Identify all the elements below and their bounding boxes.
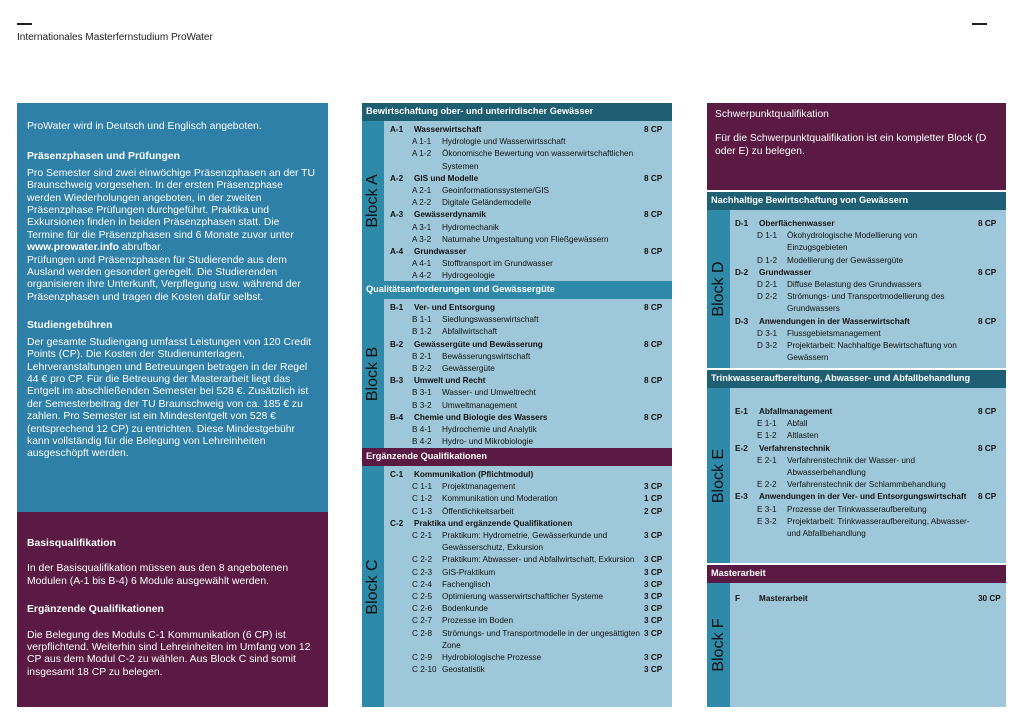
module-code: F (735, 594, 741, 603)
module-code: B-2 (390, 339, 404, 349)
course-row (390, 387, 672, 399)
credit-points (644, 258, 672, 270)
module-title: Strömungs- und Transportmodellierung des Grundwassers (787, 292, 945, 314)
credit-points: 3 CP (644, 567, 663, 577)
credit-points: 1 CP (644, 494, 663, 504)
module-row (390, 209, 672, 221)
module-code: C-1 (390, 470, 404, 479)
credit-points (644, 148, 672, 172)
credit-points (644, 469, 672, 481)
module-title: Grundwasser (759, 267, 812, 277)
course-row (390, 579, 672, 591)
ausland-text: Prüfungen und Präsenzphasen für Studierende aus dem Ausland werden gesondert geregelt. Die Studierenden organisieren ihre Unterkunft, Verpflegung usw. während der Präsenzphasen und tragen die Kosten dafür selbst. (27, 254, 301, 303)
credit-points: 3 CP (644, 604, 663, 614)
module-title: Strömungs- und Transportmodelle in der ungesättigten Zone (442, 628, 640, 650)
course-row (390, 351, 672, 363)
language-note: ProWater wird in Deutsch und Englisch angeboten. (27, 121, 262, 132)
block-b-modules (384, 299, 672, 448)
credit-points (644, 436, 672, 448)
module-code: A 3-1 (412, 222, 432, 232)
module-code: E 2-1 (757, 455, 777, 465)
module-title: Projektmanagement (442, 482, 516, 492)
ergaenzend-heading: Ergänzende Qualifikationen (27, 604, 164, 616)
course-row (390, 436, 672, 448)
module-title: Gewässergüte und Bewässerung (414, 339, 543, 349)
credit-points (644, 518, 672, 530)
module-code: C 2-7 (412, 616, 433, 626)
credit-points: 3 CP (644, 482, 663, 492)
left-info-panel (17, 103, 328, 512)
module-title: Praktikum: Abwasser- und Abfallwirtschaft, Exkursion (442, 555, 635, 565)
module-code: A 4-1 (412, 259, 432, 269)
course-row (390, 424, 672, 436)
praesenz-heading: Präsenzphasen und Prüfungen (27, 151, 180, 163)
left-qualification-panel (17, 512, 328, 707)
credit-points: 8 CP (644, 125, 663, 134)
module-title: Geoinformationssysteme/GIS (442, 186, 549, 196)
header-dash-right (972, 23, 987, 25)
block-a-rail (362, 121, 384, 281)
module-code: B-3 (390, 376, 404, 386)
schwerpunkt-panel (707, 103, 1006, 190)
block-c-rail (362, 466, 384, 707)
module-code: A 2-1 (412, 186, 432, 196)
block-e-heading: Trinkwasseraufbereitung, Abwasser- und Abfallbehandlung (707, 370, 1006, 388)
module-code: A 4-2 (412, 271, 432, 281)
module-title: Altlasten (787, 431, 819, 441)
credit-points (644, 424, 672, 436)
module-title: Abfall (787, 419, 808, 429)
module-code: D 3-1 (757, 328, 778, 338)
credit-points (644, 197, 672, 209)
block-c-heading: Ergänzende Qualifikationen (362, 448, 672, 466)
module-code: C 2-4 (412, 579, 433, 589)
praesenz-text-body: Pro Semester sind zwei einwöchige Präsenzphasen an der TU Braunschweig vorgesehen. In der ersten Präsenzphase werden Wiederholungen angeboten, in der zweiten Präsenzphase Prüfungen durchgeführt. Praktika und Exkursionen finden in beiden Präsenzphasen statt. Die Termine für die Präsenzphasen sind 6 Monate zuvor unter (27, 167, 316, 241)
credit-points: 8 CP (644, 339, 663, 349)
module-row (390, 246, 672, 258)
module-title: Stofftransport im Grundwasser (442, 259, 553, 269)
module-code: D-3 (735, 316, 749, 326)
module-title: Bodenkunde (442, 604, 488, 614)
module-row (390, 375, 672, 387)
module-title: Ver- und Entsorgung (414, 303, 495, 312)
credit-points: 8 CP (644, 412, 663, 422)
block-f-heading: Masterarbeit (707, 565, 1006, 583)
schwerpunkt-text: Für die Schwerpunktqualifikation ist ein kompletter Block (D oder E) zu belegen. (715, 132, 987, 157)
credit-points: 8 CP (978, 219, 997, 228)
course-row (735, 479, 1006, 491)
module-title: Hydrologie und Wasserwirtsschaft (442, 137, 566, 147)
module-title: Anwendungen in der Ver- und Entsorgungswirtschaft (759, 492, 967, 502)
course-row (390, 185, 672, 197)
module-row (390, 469, 672, 481)
module-code: B 4-2 (412, 437, 432, 447)
module-code: C 2-1 (412, 531, 433, 541)
block-b-rail (362, 299, 384, 448)
module-title: Hydrobiologische Prozesse (442, 653, 542, 663)
module-row (735, 406, 1006, 418)
module-title: Ökonomische Bewertung von wasserwirtschaftlichen Systemen (442, 149, 634, 171)
module-code: D-2 (735, 267, 749, 277)
module-code: B 2-2 (412, 364, 432, 374)
module-code: C 1-3 (412, 506, 433, 516)
module-title: Hydrochemie und Analytik (442, 425, 537, 435)
credit-points (644, 326, 672, 338)
block-e-modules (730, 388, 1006, 563)
credit-points: 8 CP (644, 303, 663, 312)
module-title: Verfahrenstechnik der Schlammbehandlung (787, 480, 946, 490)
module-code: C 2-5 (412, 592, 433, 602)
credit-points: 8 CP (978, 407, 997, 416)
course-row (390, 136, 672, 148)
basis-text: In der Basisqualifikation müssen aus den 8 angebotenen Modulen (A-1 bis B-4) 6 Module ausgewählt werden. (27, 563, 289, 587)
credit-points (978, 255, 1006, 267)
module-code: C 1-2 (412, 494, 433, 504)
credit-points (644, 400, 672, 412)
credit-points (644, 234, 672, 246)
module-row (390, 412, 672, 424)
module-title: Hydromechanik (442, 222, 499, 232)
credit-points: 8 CP (978, 443, 997, 453)
block-d-heading: Nachhaltige Bewirtschaftung von Gewässern (707, 192, 1006, 210)
module-title: Verfahrenstechnik (759, 443, 830, 453)
course-row (390, 664, 672, 676)
basis-heading: Basisqualifikation (27, 538, 116, 549)
module-title: Geostatistik (442, 665, 485, 675)
block-c-modules (384, 466, 672, 707)
module-code: A 1-2 (412, 149, 432, 159)
module-code: B 3-1 (412, 388, 432, 398)
credit-points: 3 CP (644, 628, 663, 638)
course-row (735, 418, 1006, 430)
gebuehren-heading: Studiengebühren (27, 320, 113, 332)
module-code: A-4 (390, 247, 404, 257)
course-row (390, 506, 672, 518)
credit-points: 2 CP (644, 506, 663, 516)
module-title: Modellierung der Gewässergüte (787, 255, 904, 265)
module-code: E-2 (735, 443, 748, 453)
module-title: Umwelt und Recht (414, 376, 486, 386)
module-title: Flussgebietsmanagement (787, 328, 881, 338)
course-row (390, 567, 672, 579)
module-code: B 3-2 (412, 400, 432, 410)
module-code: C 2-8 (412, 628, 433, 638)
module-code: D 1-1 (757, 231, 778, 241)
module-code: D-1 (735, 219, 749, 228)
credit-points: 8 CP (644, 173, 663, 183)
course-row (735, 516, 1006, 540)
block-b-label: Block B (364, 346, 381, 401)
block-f-rail (707, 583, 730, 707)
course-row (390, 554, 672, 566)
course-row (390, 400, 672, 412)
credit-points (978, 479, 1006, 491)
credit-points (644, 351, 672, 363)
course-row (735, 279, 1006, 291)
module-title: Praktikum: Hydrometrie, Gewässerkunde und Gewässerschutz, Exkursion (442, 531, 608, 553)
module-code: C 2-3 (412, 567, 433, 577)
website-suffix: abrufbar. (118, 242, 163, 254)
course-row (735, 340, 1006, 364)
course-row (390, 326, 672, 338)
course-row (390, 197, 672, 209)
module-title: GIS und Modelle (414, 173, 479, 183)
credit-points: 3 CP (644, 531, 663, 541)
module-code: E 3-2 (757, 516, 777, 526)
credit-points (978, 340, 1006, 364)
course-row (390, 222, 672, 234)
module-title: Masterarbeit (759, 594, 808, 603)
schwerpunkt-heading: Schwerpunktqualifikation (715, 109, 829, 120)
block-d-rail (707, 210, 730, 368)
module-code: A-3 (390, 210, 404, 220)
module-code: A 1-1 (412, 137, 432, 147)
module-title: Siedlungswasserwirtschaft (442, 315, 539, 325)
course-row (390, 258, 672, 270)
module-code: A-1 (390, 125, 404, 134)
page-title: Internationales Masterfernstudium ProWater (17, 32, 213, 43)
credit-points (644, 222, 672, 234)
module-code: A-2 (390, 173, 404, 183)
course-row (390, 603, 672, 615)
course-row (735, 504, 1006, 516)
credit-points: 8 CP (644, 210, 663, 220)
credit-points (644, 363, 672, 375)
module-row (735, 316, 1006, 328)
module-row (390, 124, 672, 136)
module-code: D 1-2 (757, 255, 778, 265)
module-title: Fachenglisch (442, 579, 491, 589)
module-row (390, 339, 672, 351)
course-row (735, 255, 1006, 267)
course-row (390, 615, 672, 627)
module-code: E 3-1 (757, 504, 777, 514)
header-dash-left (17, 23, 32, 25)
module-title: Oberflächenwasser (759, 219, 835, 228)
module-code: B 1-2 (412, 327, 432, 337)
module-code: C 2-2 (412, 555, 433, 565)
module-code: E 1-2 (757, 431, 777, 441)
module-title: Diffuse Belastung des Grundwassers (787, 280, 922, 290)
credit-points (978, 279, 1006, 291)
credit-points: 8 CP (644, 376, 663, 386)
credit-points: 3 CP (644, 555, 663, 565)
module-code: B 4-1 (412, 425, 432, 435)
module-code: A 2-2 (412, 198, 432, 208)
module-title: Verfahrenstechnik der Wasser- und Abwasserbehandlung (787, 455, 916, 478)
credit-points (978, 230, 1006, 254)
course-row (390, 530, 672, 554)
module-title: GIS-Praktikum (442, 567, 496, 577)
block-f-modules (730, 583, 1006, 707)
module-title: Gewässerdynamik (414, 210, 486, 220)
course-row (390, 628, 672, 652)
module-title: Chemie und Biologie des Wassers (414, 412, 548, 422)
module-code: C 2-6 (412, 604, 433, 614)
course-row (735, 455, 1006, 479)
credit-points (978, 504, 1006, 516)
module-row (390, 518, 672, 530)
credit-points: 3 CP (644, 579, 663, 589)
module-title: Kommunikation und Moderation (442, 494, 558, 504)
module-code: B 2-1 (412, 351, 432, 361)
course-row (390, 314, 672, 326)
course-row (390, 481, 672, 493)
module-title: Bewässerungswirtschaft (442, 351, 531, 361)
module-title: Ökohydrologische Modellierung von Einzugsgebieten (787, 231, 918, 253)
credit-points (978, 291, 1006, 315)
praesenz-text (27, 168, 318, 255)
course-row (735, 291, 1006, 315)
module-code: B-4 (390, 412, 404, 422)
credit-points: 3 CP (644, 616, 663, 626)
block-f-label: Block F (709, 618, 727, 672)
ergaenzend-text: Die Belegung des Moduls C-1 Kommunikation (6 CP) ist verpflichtend. Weiterhin sind Lehreinheiten im Umfang von 12 CP aus dem Modul C-2 zu wählen. Aus Block C sind somit insgesamt 18 CP zu belegen. (27, 629, 311, 678)
module-title: Grundwasser (414, 247, 467, 257)
module-code: E-3 (735, 492, 748, 502)
credit-points (978, 455, 1006, 479)
module-code: B-1 (390, 303, 404, 312)
block-d-modules (730, 210, 1006, 368)
module-title: Optimierung wasserwirtschaftlicher Systeme (442, 592, 604, 602)
course-row (390, 234, 672, 246)
block-a-modules (384, 121, 672, 281)
credit-points: 3 CP (644, 653, 663, 663)
website-link[interactable]: www.prowater.info (27, 242, 119, 254)
module-title: Hydrogeologie (442, 271, 495, 281)
module-code: E 1-1 (757, 419, 777, 429)
module-title: Hydro- und Mikrobiologie (442, 437, 534, 447)
module-code: C-2 (390, 518, 404, 528)
credit-points (978, 328, 1006, 340)
credit-points (644, 185, 672, 197)
module-row (735, 267, 1006, 279)
module-code: E-1 (735, 407, 748, 416)
course-row (735, 430, 1006, 442)
credit-points: 8 CP (978, 492, 997, 502)
course-row (390, 363, 672, 375)
module-title: Naturnahe Umgestaltung von Fließgewässern (442, 234, 609, 244)
module-code: A 3-2 (412, 234, 432, 244)
module-title: Anwendungen in der Wasserwirtschaft (759, 316, 910, 326)
block-e-rail (707, 388, 730, 563)
credit-points: 8 CP (978, 267, 997, 277)
block-d-label: Block D (709, 261, 727, 317)
module-title: Projektarbeit: Nachhaltige Bewirtschaftung von Gewässern (787, 341, 957, 363)
module-title: Digitale Geländemodelle (442, 198, 532, 208)
credit-points (978, 418, 1006, 430)
module-code: B 1-1 (412, 315, 432, 325)
block-c-label: Block C (364, 558, 381, 615)
credit-points (644, 136, 672, 148)
module-title: Prozesse im Boden (442, 616, 513, 626)
module-title: Abfallwirtschaft (442, 327, 498, 337)
module-title: Prozesse der Trinkwasseraufbereitung (787, 504, 927, 514)
module-row (735, 218, 1006, 230)
course-row (390, 591, 672, 603)
module-title: Wasser- und Umweltrecht (442, 388, 536, 398)
block-b-heading: Qualitätsanforderungen und Gewässergüte (362, 281, 672, 299)
module-code: C 2-10 (412, 665, 437, 675)
course-row (390, 148, 672, 172)
module-code: C 1-1 (412, 482, 433, 492)
credit-points: 3 CP (644, 592, 663, 602)
course-row (735, 328, 1006, 340)
module-code: C 2-9 (412, 653, 433, 663)
credit-points: 3 CP (644, 665, 663, 675)
module-row (390, 173, 672, 185)
credit-points (978, 430, 1006, 442)
module-title: Projektarbeit: Trinkwasseraufbereitung, Abwasser- und Abfallbehandlung (787, 516, 970, 539)
credit-points: 30 CP (978, 594, 1001, 603)
credit-points (644, 387, 672, 399)
module-code: D 2-1 (757, 280, 778, 290)
module-code: D 2-2 (757, 292, 778, 302)
module-title: Wasserwirtschaft (414, 125, 482, 134)
course-row (390, 493, 672, 505)
credit-points: 8 CP (644, 247, 663, 257)
gebuehren-text: Der gesamte Studiengang umfasst Leistungen von 120 Credit Points (CP). Die Kosten der Studienunterlagen, Lehrveranstaltungen und Betreuungen betragen in der Regel 44 € pro CP. Für die Betreuung der Masterarbeit liegt das Entgelt im abschließenden Semester bei 528 €. Zusätzlich ist der Semesterbeitrag der TU Braunschweig von ca. 185 € zu zahlen. Pro Semester ist ein Mindestentgelt von 528 € (entsprechend 12 CP) zu entrichten. Diese Mindestgebühr kann vollständig für die Belegung von Lehreinheiten ausgeschöpft werden. (27, 336, 312, 460)
module-title: Kommunikation (Pflichtmodul) (414, 470, 534, 479)
module-title: Öffentlichkeitsarbeit (442, 506, 514, 516)
module-code: D 3-2 (757, 341, 778, 351)
block-a-heading: Bewirtschaftung ober- und unterirdischer Gewässer (362, 103, 672, 121)
module-row (735, 491, 1006, 503)
module-row (390, 302, 672, 314)
credit-points (978, 516, 1006, 540)
module-code: E 2-2 (757, 480, 777, 490)
module-title: Gewässergüte (442, 364, 495, 374)
block-a-label: Block A (364, 174, 381, 228)
credit-points (644, 314, 672, 326)
module-title: Umweltmanagement (442, 400, 518, 410)
course-row (390, 652, 672, 664)
module-row (735, 593, 1006, 605)
course-row (735, 230, 1006, 254)
block-e-label: Block E (709, 448, 727, 503)
module-title: Abfallmanagement (759, 407, 833, 416)
module-row (735, 443, 1006, 455)
module-title: Praktika und ergänzende Qualifikationen (414, 518, 573, 528)
credit-points: 8 CP (978, 316, 997, 326)
